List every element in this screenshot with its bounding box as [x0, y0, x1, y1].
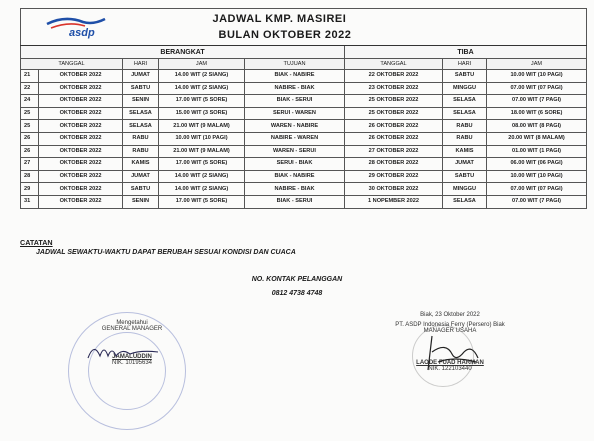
- title-line-2: BULAN OKTOBER 2022: [218, 29, 352, 41]
- arrive-time: 18.00 WIT (6 SORE): [487, 107, 587, 120]
- arrive-date: 23 OKTOBER 2022: [345, 82, 443, 95]
- table-row: [21, 95, 587, 108]
- route: BIAK - SERUI: [245, 95, 345, 108]
- depart-date: OKTOBER 2022: [39, 107, 123, 120]
- arrive-day: JUMAT: [443, 158, 487, 171]
- depart-date: OKTOBER 2022: [39, 70, 123, 83]
- arrive-time: 07.00 WIT (07 PAGI): [487, 183, 587, 196]
- handwritten-signature-right: [418, 332, 488, 372]
- depart-time: 14.00 WIT (2 SIANG): [159, 170, 245, 183]
- contact-phone: 0812 4738 4748: [271, 290, 323, 297]
- depart-day: SABTU: [123, 183, 159, 196]
- arrive-date: 26 OKTOBER 2022: [345, 132, 443, 145]
- depart-time: 21.00 WIT (9 MALAM): [159, 120, 245, 133]
- arrive-time: 07.00 WIT (7 PAGI): [487, 195, 587, 208]
- depart-date: OKTOBER 2022: [39, 95, 123, 108]
- depart-time: 14.00 WIT (2 SIANG): [159, 183, 245, 196]
- sig-right-line1: PT. ASDP Indonesia Ferry (Persero) Biak: [395, 322, 505, 328]
- logo-area: [21, 9, 245, 46]
- table-row: [21, 82, 587, 95]
- route: SERUI - WAREN: [245, 107, 345, 120]
- arrive-time: 10.00 WIT (10 PAGI): [487, 170, 587, 183]
- route: SERUI - BIAK: [245, 158, 345, 171]
- table-row: [21, 107, 587, 120]
- arrive-date: 25 OKTOBER 2022: [345, 107, 443, 120]
- col-jam-tiba: JAM: [487, 59, 587, 70]
- col-hari-tiba: HARI: [443, 59, 487, 70]
- arrive-time: 07.00 WIT (07 PAGI): [487, 82, 587, 95]
- depart-time: 17.00 WIT (5 SORE): [159, 195, 245, 208]
- arrive-day: SABTU: [443, 170, 487, 183]
- row-number: 29: [21, 183, 39, 196]
- arrive-date: 29 OKTOBER 2022: [345, 170, 443, 183]
- arrive-day: KAMIS: [443, 145, 487, 158]
- row-number: 22: [21, 82, 39, 95]
- depart-group-header: BERANGKAT: [21, 46, 345, 59]
- notes-label: CATATAN: [20, 238, 53, 247]
- sig-right-name: LAODE FUAD HARMAN: [416, 360, 484, 366]
- table-row: [21, 158, 587, 171]
- depart-time: 17.00 WIT (5 SORE): [159, 158, 245, 171]
- arrive-time: 06.00 WIT (06 PAGI): [487, 158, 587, 171]
- sig-right-nik: NIK. 122103440: [428, 366, 472, 372]
- depart-date: OKTOBER 2022: [39, 170, 123, 183]
- depart-time: 14.00 WIT (2 SIANG): [159, 82, 245, 95]
- depart-date: OKTOBER 2022: [39, 158, 123, 171]
- row-number: 28: [21, 170, 39, 183]
- sig-left-name: JAMALUDDIN: [112, 354, 152, 360]
- depart-day: SENIN: [123, 195, 159, 208]
- depart-time: 21.00 WIT (9 MALAM): [159, 145, 245, 158]
- arrive-time: 10.00 WIT (10 PAGI): [487, 70, 587, 83]
- depart-date: OKTOBER 2022: [39, 145, 123, 158]
- table-row: [21, 170, 587, 183]
- col-jam: JAM: [159, 59, 245, 70]
- route: BIAK - NABIRE: [245, 70, 345, 83]
- arrive-day: RABU: [443, 132, 487, 145]
- col-tanggal-tiba: TANGGAL: [345, 59, 443, 70]
- logo-text: asdp: [69, 27, 95, 39]
- contact-label: NO. KONTAK PELANGGAN: [251, 276, 343, 283]
- arrive-date: 28 OKTOBER 2022: [345, 158, 443, 171]
- row-number: 21: [21, 70, 39, 83]
- arrive-time: 20.00 WIT (8 MALAM): [487, 132, 587, 145]
- arrive-date: 1 NOPEMBER 2022: [345, 195, 443, 208]
- arrive-date: 22 OKTOBER 2022: [345, 70, 443, 83]
- depart-day: RABU: [123, 145, 159, 158]
- col-hari: HARI: [123, 59, 159, 70]
- arrive-date: 30 OKTOBER 2022: [345, 183, 443, 196]
- arrive-date: 25 OKTOBER 2022: [345, 95, 443, 108]
- schedule-rows: [21, 70, 587, 209]
- depart-day: SELASA: [123, 120, 159, 133]
- depart-day: SABTU: [123, 82, 159, 95]
- route: NABIRE - BIAK: [245, 183, 345, 196]
- sig-left-nik: NIK. 10195634: [111, 360, 153, 366]
- row-number: 27: [21, 158, 39, 171]
- row-number: 31: [21, 195, 39, 208]
- table-row: [21, 132, 587, 145]
- depart-date: OKTOBER 2022: [39, 120, 123, 133]
- depart-time: 17.00 WIT (5 SORE): [159, 95, 245, 108]
- title-area: [212, 9, 587, 46]
- arrive-date: 27 OKTOBER 2022: [345, 145, 443, 158]
- table-row: [21, 195, 587, 208]
- route: BIAK - SERUI: [245, 195, 345, 208]
- depart-date: OKTOBER 2022: [39, 195, 123, 208]
- arrive-date: 26 OKTOBER 2022: [345, 120, 443, 133]
- depart-day: JUMAT: [123, 170, 159, 183]
- sig-right-place-date: Biak, 23 Oktober 2022: [420, 312, 480, 318]
- depart-day: SENIN: [123, 95, 159, 108]
- depart-time: 14.00 WIT (2 SIANG): [159, 70, 245, 83]
- table-row: [21, 183, 587, 196]
- route: NABIRE - BIAK: [245, 82, 345, 95]
- notes-text: JADWAL SEWAKTU-WAKTU DAPAT BERUBAH SESUAI KONDISI DAN CUACA: [36, 249, 296, 256]
- title-line-1: JADWAL KMP. MASIREI: [212, 13, 347, 25]
- route: BIAK - NABIRE: [245, 170, 345, 183]
- depart-day: KAMIS: [123, 158, 159, 171]
- route: WAREN - NABIRE: [245, 120, 345, 133]
- route: NABIRE - WAREN: [245, 132, 345, 145]
- arrive-time: 01.00 WIT (1 PAGI): [487, 145, 587, 158]
- row-number: 26: [21, 132, 39, 145]
- table-row: [21, 120, 587, 133]
- arrive-day: SELASA: [443, 107, 487, 120]
- handwritten-signature-left: [86, 338, 162, 364]
- table-row: [21, 70, 587, 83]
- col-tujuan: TUJUAN: [245, 59, 345, 70]
- row-number: 24: [21, 95, 39, 108]
- depart-day: SELASA: [123, 107, 159, 120]
- row-number: 25: [21, 107, 39, 120]
- arrive-time: 07.00 WIT (7 PAGI): [487, 95, 587, 108]
- route: WAREN - SERUI: [245, 145, 345, 158]
- arrive-day: SABTU: [443, 70, 487, 83]
- arrive-time: 08.00 WIT (8 PAGI): [487, 120, 587, 133]
- schedule-table: [20, 8, 587, 209]
- arrive-day: SELASA: [443, 95, 487, 108]
- arrive-group-header: TIBA: [345, 46, 587, 59]
- table-row: [21, 145, 587, 158]
- col-tanggal: TANGGAL: [21, 59, 123, 70]
- depart-time: 10.00 WIT (10 PAGI): [159, 132, 245, 145]
- sig-right-line2: MANAGER USAHA: [423, 328, 477, 334]
- depart-date: OKTOBER 2022: [39, 183, 123, 196]
- depart-time: 15.00 WIT (3 SORE): [159, 107, 245, 120]
- sig-left-line1: Mengetahui: [116, 320, 148, 326]
- depart-day: RABU: [123, 132, 159, 145]
- depart-date: OKTOBER 2022: [39, 82, 123, 95]
- row-number: 25: [21, 120, 39, 133]
- arrive-day: MINGGU: [443, 82, 487, 95]
- arrive-day: RABU: [443, 120, 487, 133]
- row-number: 26: [21, 145, 39, 158]
- sig-left-line2: GENERAL MANAGER: [101, 326, 163, 332]
- depart-date: OKTOBER 2022: [39, 132, 123, 145]
- arrive-day: SELASA: [443, 195, 487, 208]
- arrive-day: MINGGU: [443, 183, 487, 196]
- depart-day: JUMAT: [123, 70, 159, 83]
